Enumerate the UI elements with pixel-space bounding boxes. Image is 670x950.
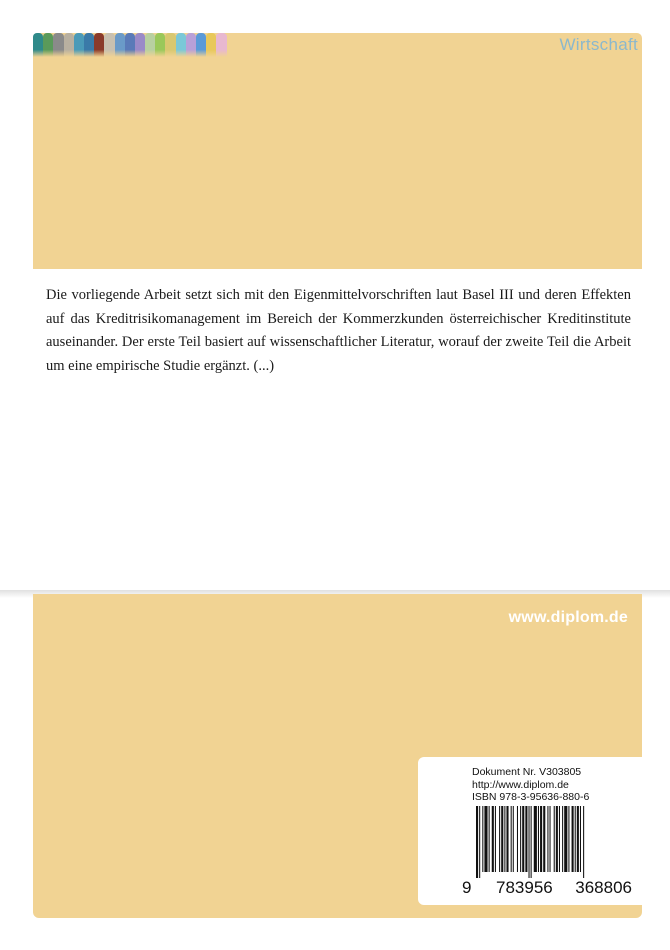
barcode-digits bbox=[462, 878, 632, 898]
color-stripe bbox=[74, 33, 84, 57]
barcode-bar bbox=[559, 806, 560, 872]
book-blurb: Die vorliegende Arbeit setzt sich mit den Eigenmittelvorschriften laut Basel III und deren Effekten auf das Kreditrisikomanagement im Bereich der Kommerzkunden österreichischer Kreditinstitute auseinander. Der erste Teil basiert auf wissenschaftlicher Literatur, worauf der zweite Teil die Arbeit um eine empirische Studie ergänzt. (...) bbox=[46, 287, 631, 374]
color-stripe bbox=[165, 33, 175, 57]
barcode-bar bbox=[580, 806, 581, 872]
barcode-bar bbox=[511, 806, 512, 872]
color-stripes bbox=[33, 33, 227, 57]
barcode-digit-lead: 9 bbox=[462, 878, 472, 897]
color-stripe bbox=[155, 33, 165, 57]
color-stripe bbox=[84, 33, 94, 57]
color-stripe bbox=[53, 33, 63, 57]
color-stripe bbox=[176, 33, 186, 57]
barcode-bar bbox=[577, 806, 579, 872]
color-stripe bbox=[94, 33, 104, 57]
color-stripe bbox=[33, 33, 43, 57]
barcode-bar bbox=[534, 806, 537, 872]
barcode-bar bbox=[543, 806, 545, 872]
barcode-bar bbox=[568, 806, 569, 872]
color-stripe bbox=[216, 33, 226, 57]
color-stripe bbox=[115, 33, 125, 57]
color-stripe bbox=[125, 33, 135, 57]
barcode-bar bbox=[504, 806, 505, 872]
barcode-bar bbox=[479, 806, 480, 878]
barcode-bar bbox=[513, 806, 514, 872]
barcode-bar bbox=[476, 806, 478, 878]
barcode-bar bbox=[556, 806, 558, 872]
color-stripe bbox=[43, 33, 53, 57]
barcode-bar bbox=[495, 806, 496, 872]
barcode-digit-group-1: 783956 bbox=[496, 878, 553, 897]
barcode-bar bbox=[564, 806, 567, 872]
barcode-bar bbox=[583, 806, 584, 878]
barcode-bar bbox=[529, 806, 530, 878]
barcode-bar bbox=[572, 806, 574, 872]
publisher-website[interactable]: www.diplom.de bbox=[508, 609, 628, 626]
barcode-bar bbox=[554, 806, 555, 872]
document-url[interactable]: http://www.diplom.de bbox=[472, 778, 569, 791]
document-info bbox=[472, 766, 589, 804]
barcode-bar bbox=[531, 806, 532, 878]
barcode-bar bbox=[506, 806, 508, 872]
barcode-bar bbox=[499, 806, 500, 872]
barcode-bar bbox=[538, 806, 539, 872]
cover-top-band bbox=[33, 33, 642, 269]
barcode-bar bbox=[484, 806, 487, 872]
isbn-barcode bbox=[462, 806, 632, 878]
barcode-bar bbox=[482, 806, 483, 872]
color-stripe bbox=[206, 33, 216, 57]
barcode-bar bbox=[489, 806, 490, 872]
color-stripe bbox=[186, 33, 196, 57]
color-stripe bbox=[64, 33, 74, 57]
isbn-text: ISBN 978-3-95636-880-6 bbox=[472, 791, 590, 803]
color-stripe bbox=[145, 33, 155, 57]
barcode-digit-group-2: 368806 bbox=[575, 878, 632, 897]
barcode-bar bbox=[575, 806, 576, 872]
barcode-bar bbox=[501, 806, 503, 872]
barcode-bar bbox=[492, 806, 494, 872]
barcode-bar bbox=[525, 806, 527, 872]
barcode-bar bbox=[522, 806, 524, 872]
color-stripe bbox=[135, 33, 145, 57]
barcode-bar bbox=[520, 806, 521, 872]
barcode-bar bbox=[540, 806, 542, 872]
barcode-bar bbox=[550, 806, 551, 872]
document-number: Dokument Nr. V303805 bbox=[472, 766, 582, 778]
barcode-bar bbox=[562, 806, 563, 872]
barcode-bar bbox=[517, 806, 518, 872]
category-label: Wirtschaft bbox=[559, 35, 638, 54]
barcode-bar bbox=[547, 806, 548, 872]
color-stripe bbox=[196, 33, 206, 57]
color-stripe bbox=[104, 33, 114, 57]
